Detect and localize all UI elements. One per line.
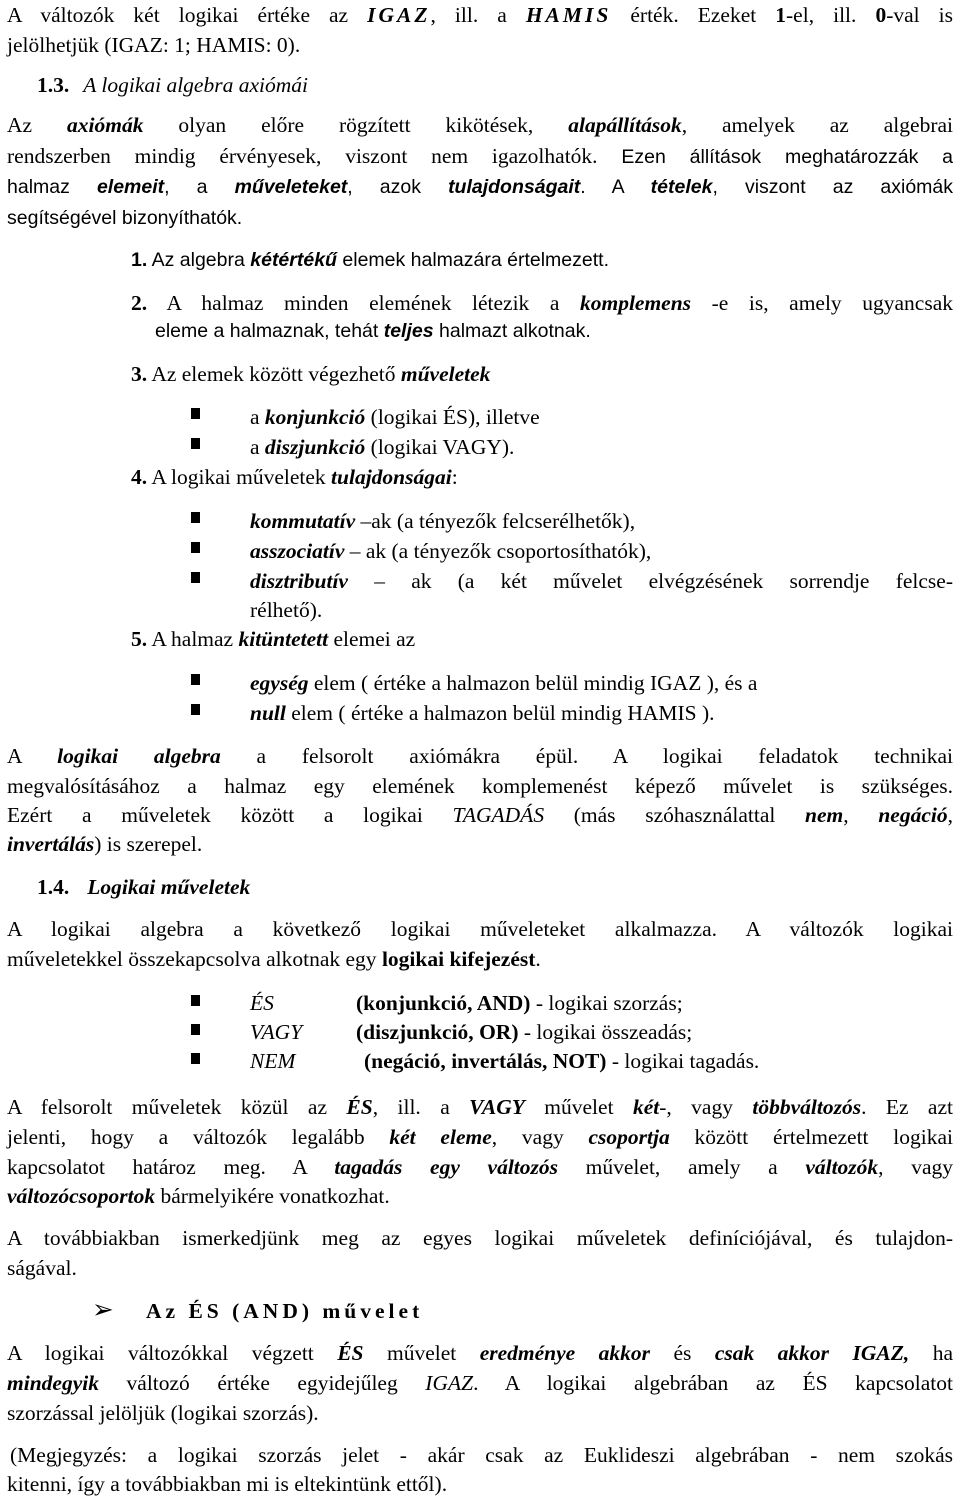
square-bullet-icon bbox=[190, 702, 200, 715]
axiom-4-bullet-3-cont: rélhető). bbox=[250, 598, 323, 622]
paragraph-5-line-2: ságával. bbox=[7, 1256, 77, 1280]
axiom-5-bullet-1: egység elem ( értéke a halmazon belül mindig IGAZ ), és a bbox=[250, 671, 758, 695]
square-bullet-icon bbox=[190, 540, 200, 553]
square-bullet-icon bbox=[190, 406, 200, 419]
paragraph-4-line-2: jelenti, hogy a változók legalább két eleme, vagy csoportja között értelmezett logikai bbox=[7, 1125, 954, 1149]
operator-and: ÉS (konjunkció, AND) - logikai szorzás; bbox=[250, 991, 683, 1015]
square-bullet-icon bbox=[190, 570, 200, 583]
paragraph-6-line-3: szorzással jelöljük (logikai szorzás). bbox=[7, 1401, 319, 1425]
paragraph-1-line-3: halmaz elemeit, a műveleteket, azok tulajdonságait. A tételek, viszont az axiómák bbox=[7, 176, 953, 198]
section-heading-1-3: 1.3. A logikai algebra axiómái bbox=[37, 73, 308, 97]
paragraph-3-line-1: A logikai algebra a következő logikai műveleteket alkalmazza. A változók logikai bbox=[7, 917, 953, 941]
operator-or: VAGY (diszjunkció, OR) - logikai összeadás; bbox=[250, 1020, 693, 1044]
paragraph-4-line-4: változócsoportok bármelyikére vonatkozhat. bbox=[7, 1184, 390, 1208]
square-bullet-icon bbox=[190, 510, 200, 523]
paragraph-7-line-1: (Megjegyzés: a logikai szorzás jelet - akár csak az Euklideszi algebrában - nem szokás bbox=[10, 1443, 953, 1467]
intro-line-2: jelölhetjük (IGAZ: 1; HAMIS: 0). bbox=[7, 33, 301, 57]
axiom-4: 4. A logikai műveletek tulajdonságai: bbox=[131, 465, 458, 489]
axiom-2-line-2: eleme a halmaznak, tehát teljes halmazt alkotnak. bbox=[155, 320, 591, 342]
square-bullet-icon bbox=[190, 1022, 200, 1035]
paragraph-3-line-2: műveletekkel összekapcsolva alkotnak egy logikai kifejezést. bbox=[7, 947, 541, 971]
axiom-4-bullet-2: asszociatív – ak (a tényezők csoportosíthatók), bbox=[250, 539, 652, 563]
axiom-5: 5. A halmaz kitüntetett elemei az bbox=[131, 627, 416, 651]
paragraph-2-line-1: A logikai algebra a felsorolt axiómákra épül. A logikai feladatok technikai bbox=[7, 744, 954, 768]
square-bullet-icon bbox=[190, 436, 200, 449]
paragraph-5-line-1: A továbbiakban ismerkedjünk meg az egyes logikai műveletek definíciójával, és tulajdon- bbox=[7, 1226, 953, 1250]
axiom-3-bullet-2: a diszjunkció (logikai VAGY). bbox=[250, 435, 515, 459]
paragraph-2-line-2: megvalósításához a halmaz egy elemének komplemenést képező művelet is szükséges. bbox=[7, 774, 953, 798]
axiom-5-bullet-2: null elem ( értéke a halmazon belül mindig HAMIS ). bbox=[250, 701, 715, 725]
square-bullet-icon bbox=[190, 1051, 200, 1064]
square-bullet-icon bbox=[190, 993, 200, 1006]
arrow-bullet-icon: ➢ bbox=[92, 1295, 114, 1325]
paragraph-1-line-2: rendszerben mindig érvényesek, viszont nem igazolhatók. Ezen állítások meghatározzák a bbox=[7, 144, 953, 168]
axiom-4-bullet-1: kommutatív –ak (a tényezők felcserélhetők), bbox=[250, 509, 636, 533]
axiom-4-bullet-3: disztributív – ak (a két művelet elvégzésének sorrendje felcse- bbox=[250, 569, 953, 593]
square-bullet-icon bbox=[190, 672, 200, 685]
axiom-1: 1. Az algebra kétértékű elemek halmazára értelmezett. bbox=[131, 249, 609, 271]
intro-line-1: A változók két logikai értéke az IGAZ, ill. a HAMIS érték. Ezeket 1-el, ill. 0-val is bbox=[7, 3, 953, 27]
paragraph-1-line-4: segítségével bizonyíthatók. bbox=[7, 207, 243, 229]
axiom-3-bullet-1: a konjunkció (logikai ÉS), illetve bbox=[250, 405, 540, 429]
paragraph-6-line-2: mindegyik változó értéke egyidejűleg IGAZ. A logikai algebrában az ÉS kapcsolatot bbox=[7, 1371, 954, 1395]
axiom-3: 3. Az elemek között végezhető műveletek bbox=[131, 362, 491, 386]
axiom-2-line-1: 2. A halmaz minden elemének létezik a komplemens -e is, amely ugyancsak bbox=[131, 291, 953, 315]
paragraph-2-line-4: invertálás) is szerepel. bbox=[7, 832, 203, 856]
paragraph-6-line-1: A logikai változókkal végzett ÉS művelet eredménye akkor és csak akkor IGAZ, ha bbox=[7, 1341, 953, 1365]
operator-not: NEM (negáció, invertálás, NOT) - logikai tagadás. bbox=[250, 1049, 760, 1073]
subheading-and-operation: Az ÉS (AND) művelet bbox=[146, 1299, 424, 1323]
paragraph-2-line-3: Ezért a műveletek között a logikai TAGADÁS (más szóhasználattal nem, negáció, bbox=[7, 803, 953, 827]
paragraph-7-line-2: kitenni, így a továbbiakban mi is eltekintünk ettől). bbox=[7, 1472, 448, 1496]
paragraph-4-line-3: kapcsolatot határoz meg. A tagadás egy változós művelet, amely a változók, vagy bbox=[7, 1155, 953, 1179]
section-heading-1-4: 1.4. Logikai műveletek bbox=[37, 875, 251, 899]
paragraph-4-line-1: A felsorolt műveletek közül az ÉS, ill. a VAGY művelet két-, vagy többváltozós. Ez azt bbox=[7, 1095, 953, 1119]
paragraph-1-line-1: Az axiómák olyan előre rögzített kikötések, alapállítások, amelyek az algebrai bbox=[7, 113, 953, 137]
